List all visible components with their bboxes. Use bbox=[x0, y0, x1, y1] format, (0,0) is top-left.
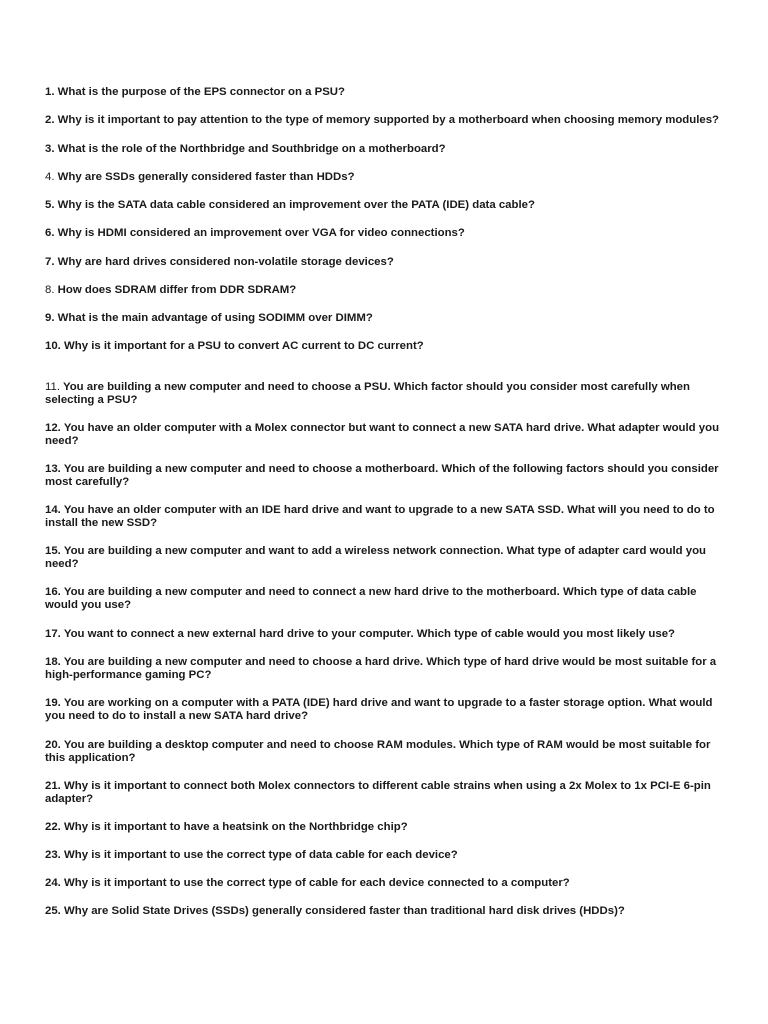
question-number: 13. bbox=[45, 463, 61, 475]
question-text: You have an older computer with a Molex connector but want to connect a new SATA hard drive. What adapter would you need? bbox=[45, 422, 720, 447]
question-25 bbox=[45, 905, 723, 918]
question-6 bbox=[45, 227, 723, 240]
question-text: Why are SSDs generally considered faster than HDDs? bbox=[57, 171, 355, 183]
question-number: 12. bbox=[45, 422, 61, 434]
question-text: Why is it important to pay attention to the type of memory supported by a motherboard when choosing memory modules? bbox=[57, 114, 720, 126]
question-number: 22. bbox=[45, 821, 61, 833]
question-16 bbox=[45, 586, 723, 612]
question-22 bbox=[45, 821, 723, 834]
question-text: Why are hard drives considered non-volatile storage devices? bbox=[57, 256, 394, 268]
worksheet-page bbox=[45, 0, 723, 1024]
question-number: 18. bbox=[45, 656, 61, 668]
question-19 bbox=[45, 697, 723, 723]
question-text: What is the main advantage of using SODIMM over DIMM? bbox=[57, 312, 373, 324]
question-8 bbox=[45, 284, 723, 297]
question-number: 1. bbox=[45, 86, 55, 98]
question-text: You are building a new computer and need to choose a hard drive. Which type of hard drive would be most suitable for a high-performance gaming PC? bbox=[45, 656, 717, 681]
question-text: Why is it important to use the correct type of cable for each device connected to a computer? bbox=[64, 877, 570, 889]
question-number: 4. bbox=[45, 171, 55, 183]
question-number: 3. bbox=[45, 143, 55, 155]
question-13 bbox=[45, 463, 723, 489]
question-9 bbox=[45, 312, 723, 325]
question-text: Why is HDMI considered an improvement over VGA for video connections? bbox=[57, 227, 465, 239]
question-12 bbox=[45, 422, 723, 448]
question-14 bbox=[45, 504, 723, 530]
question-text: You are building a desktop computer and need to choose RAM modules. Which type of RAM would be most suitable for this application? bbox=[45, 739, 711, 764]
question-text: How does SDRAM differ from DDR SDRAM? bbox=[57, 284, 297, 296]
question-21 bbox=[45, 780, 723, 806]
question-number: 5. bbox=[45, 199, 55, 211]
question-7 bbox=[45, 256, 723, 269]
question-number: 16. bbox=[45, 586, 61, 598]
question-10 bbox=[45, 340, 723, 353]
question-text: Why is it important to have a heatsink on the Northbridge chip? bbox=[64, 821, 408, 833]
question-number: 8. bbox=[45, 284, 55, 296]
question-text: Why are Solid State Drives (SSDs) generally considered faster than traditional hard disk drives (HDDs)? bbox=[64, 905, 625, 917]
question-number: 10. bbox=[45, 340, 61, 352]
question-text: Why is it important for a PSU to convert AC current to DC current? bbox=[64, 340, 424, 352]
question-number: 17. bbox=[45, 628, 61, 640]
question-5 bbox=[45, 199, 723, 212]
question-4 bbox=[45, 171, 723, 184]
question-number: 14. bbox=[45, 504, 61, 516]
question-number: 20. bbox=[45, 739, 61, 751]
question-text: You want to connect a new external hard drive to your computer. Which type of cable would you most likely use? bbox=[63, 628, 676, 640]
question-number: 15. bbox=[45, 545, 61, 557]
question-20 bbox=[45, 739, 723, 765]
question-number: 2. bbox=[45, 114, 55, 126]
question-number: 23. bbox=[45, 849, 61, 861]
question-15 bbox=[45, 545, 723, 571]
question-text: You are building a new computer and need to choose a motherboard. Which of the following factors should you consider most carefully? bbox=[45, 463, 719, 488]
question-number: 24. bbox=[45, 877, 61, 889]
question-number: 19. bbox=[45, 697, 61, 709]
question-text: You are working on a computer with a PATA (IDE) hard drive and want to upgrade to a faster storage option. What would you need to do to install a new SATA hard drive? bbox=[45, 697, 713, 722]
question-text: What is the role of the Northbridge and Southbridge on a motherboard? bbox=[57, 143, 446, 155]
question-3 bbox=[45, 143, 723, 156]
question-23 bbox=[45, 849, 723, 862]
question-18 bbox=[45, 656, 723, 682]
question-number: 25. bbox=[45, 905, 61, 917]
question-1 bbox=[45, 86, 723, 99]
question-11 bbox=[45, 381, 723, 407]
question-24 bbox=[45, 877, 723, 890]
question-number: 6. bbox=[45, 227, 55, 239]
question-text: You are building a new computer and need to choose a PSU. Which factor should you consider most carefully when selecting a PSU? bbox=[45, 381, 690, 406]
question-2 bbox=[45, 114, 723, 127]
question-number: 7. bbox=[45, 256, 55, 268]
question-text: You have an older computer with an IDE hard drive and want to upgrade to a new SATA SSD. What will you need to do to install the new SSD? bbox=[45, 504, 715, 529]
question-17 bbox=[45, 628, 723, 641]
question-text: You are building a new computer and need to connect a new hard drive to the motherboard. Which type of data cable would you use? bbox=[45, 586, 697, 611]
question-text: Why is it important to use the correct type of data cable for each device? bbox=[64, 849, 458, 861]
question-number: 11. bbox=[45, 381, 60, 393]
question-text: What is the purpose of the EPS connector on a PSU? bbox=[57, 86, 345, 98]
question-text: You are building a new computer and want to add a wireless network connection. What type of adapter card would you need? bbox=[45, 545, 706, 570]
question-text: Why is the SATA data cable considered an improvement over the PATA (IDE) data cable? bbox=[57, 199, 535, 211]
question-number: 9. bbox=[45, 312, 55, 324]
question-number: 21. bbox=[45, 780, 61, 792]
question-text: Why is it important to connect both Molex connectors to different cable strains when using a 2x Molex to 1x PCI-E 6-pin adapter? bbox=[45, 780, 711, 805]
